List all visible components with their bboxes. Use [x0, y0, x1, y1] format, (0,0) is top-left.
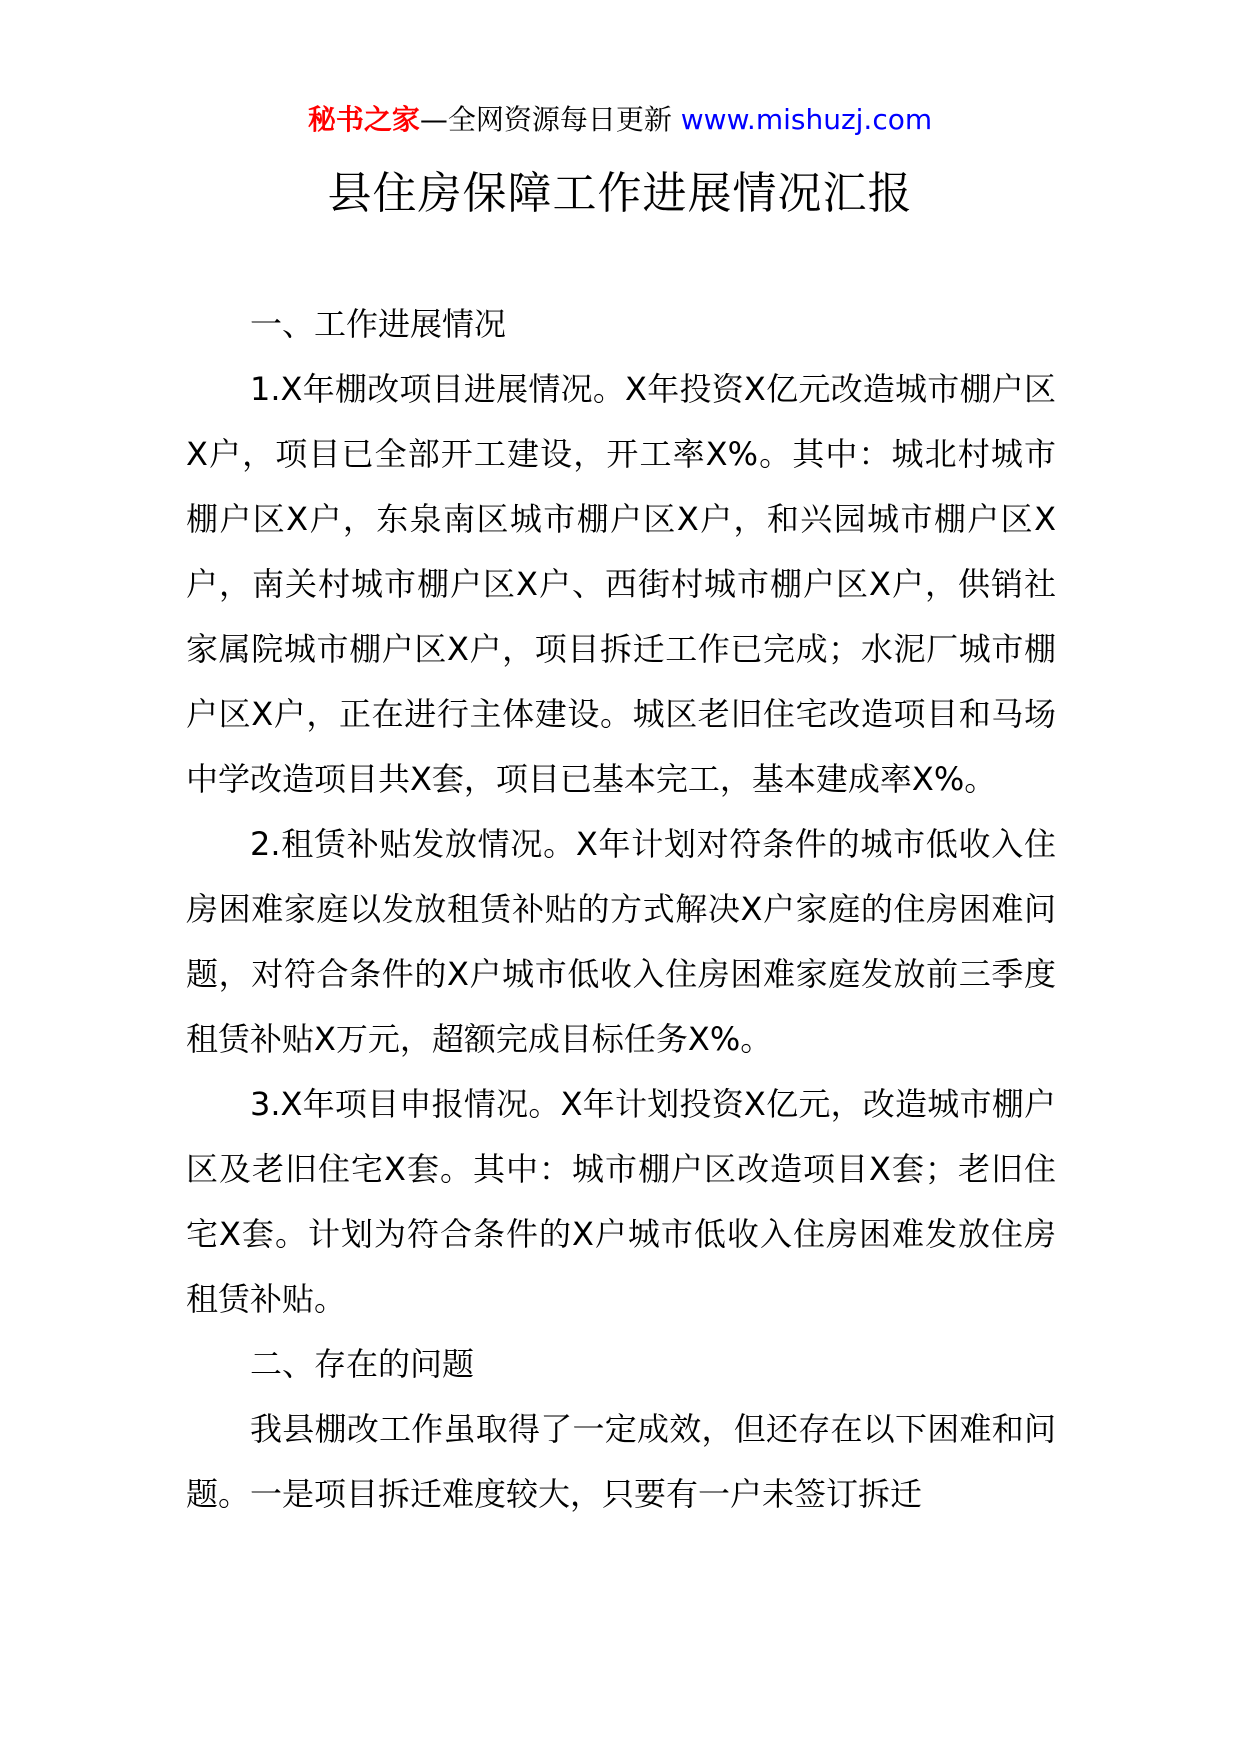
paragraph-project-application: 3.X年项目申报情况。X年计划投资X亿元，改造城市棚户区及老旧住宅X套。其中：城市棚户区改造项目X套；老旧住宅X套。计划为符合条件的X户城市低收入住房困难发放住房租赁补贴。	[186, 1085, 1056, 1318]
website-url: www.mishuzj.com	[680, 103, 933, 136]
paragraph-shantytown-progress: 1.X年棚改项目进展情况。X年投资X亿元改造城市棚户区X户，项目已全部开工建设，开工率X%。其中：城北村城市棚户区X户，东泉南区城市棚户区X户，和兴园城市棚户区X户，南关村城市棚户区X户、西街村城市棚户区X户，供销社家属院城市棚户区X户，项目拆迁工作已完成；水泥厂城市棚户区X户，正在进行主体建设。城区老旧住宅改造项目和马场中学改造项目共X套，项目已基本完工，基本建成率X%。	[186, 370, 1056, 798]
header-slogan: —全网资源每日更新	[419, 103, 681, 136]
document-title: 县住房保障工作进展情况汇报	[327, 168, 913, 219]
paragraph-rental-subsidy: 2.租赁补贴发放情况。X年计划对符条件的城市低收入住房困难家庭以发放租赁补贴的方式解决X户家庭的住房困难问题，对符合条件的X户城市低收入住房困难家庭发放前三季度租赁补贴X万元，超额完成目标任务X%。	[186, 825, 1056, 1058]
section-heading-problems: 二、存在的问题	[250, 1345, 475, 1383]
brand-name: 秘书之家	[307, 103, 420, 136]
document-body	[186, 292, 1056, 1527]
paragraph-problems: 我县棚改工作虽取得了一定成效，但还存在以下困难和问题。一是项目拆迁难度较大，只要有一户未签订拆迁	[186, 1410, 1056, 1513]
watermark-header	[0, 100, 1240, 140]
section-heading-progress: 一、工作进展情况	[250, 305, 507, 343]
